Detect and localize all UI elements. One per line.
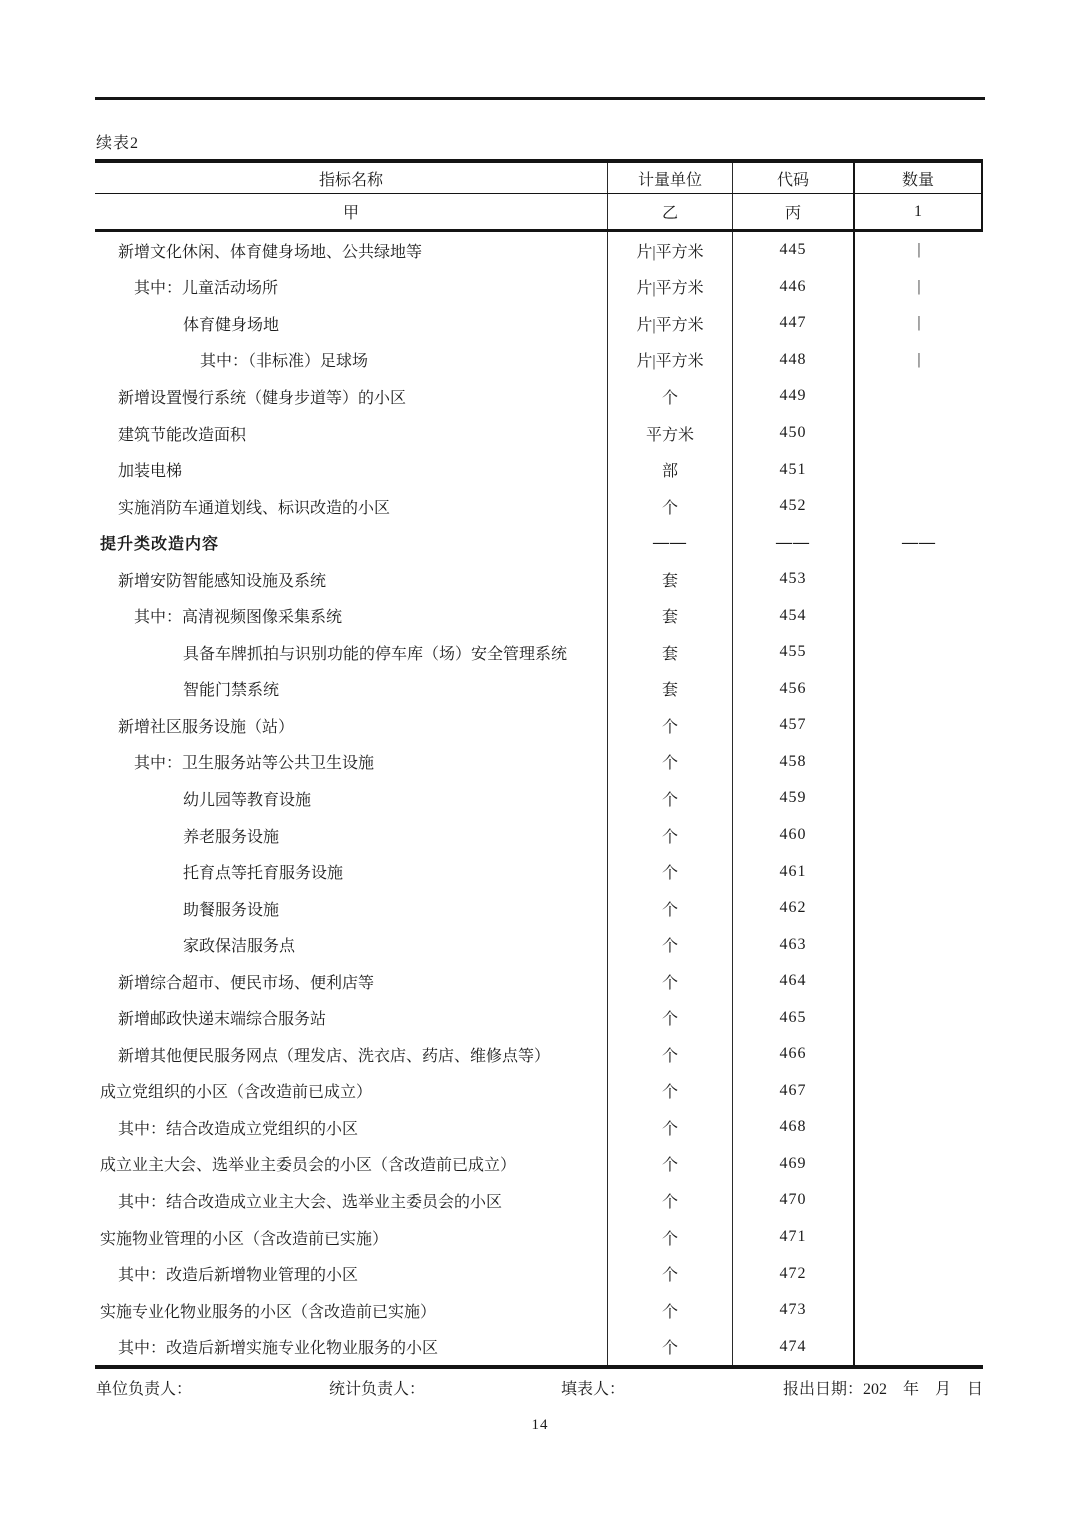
table-row xyxy=(95,926,983,963)
indicator-name-cell: 实施物业管理的小区（含改造前已实施） xyxy=(100,1230,389,1248)
code-cell xyxy=(732,378,853,415)
report-table xyxy=(95,159,983,1369)
unit-cell: 套 xyxy=(607,561,732,598)
indicator-name-cell: 新增设置慢行系统（健身步道等）的小区 xyxy=(118,389,407,407)
quantity-cell xyxy=(853,1146,983,1183)
code-cell xyxy=(732,817,853,854)
code-cell xyxy=(732,1292,853,1329)
quantity-cell xyxy=(853,890,983,927)
table-row xyxy=(95,890,983,927)
indicator-name-cell: 体育健身场地 xyxy=(183,316,280,334)
quantity-cell xyxy=(853,707,983,744)
quantity-cell xyxy=(853,597,983,634)
unit-cell: 个 xyxy=(607,890,732,927)
quantity-cell xyxy=(853,1219,983,1256)
code-cell xyxy=(732,1255,853,1292)
code-value: 460 xyxy=(779,826,807,844)
unit-cell: 个 xyxy=(607,1036,732,1073)
code-cell xyxy=(732,999,853,1036)
unit-cell: 套 xyxy=(607,671,732,708)
quantity-cell xyxy=(853,488,983,525)
indicator-name-cell: 新增安防智能感知设施及系统 xyxy=(118,572,327,590)
indicator-name-cell: 其中：卫生服务站等公共卫生设施 xyxy=(134,755,375,773)
quantity-cell xyxy=(853,561,983,598)
unit-cell: 平方米 xyxy=(607,415,732,452)
quantity-cell xyxy=(853,999,983,1036)
code-value: 469 xyxy=(779,1154,807,1172)
code-value: 455 xyxy=(779,643,807,661)
column-key-unit: 乙 xyxy=(607,194,732,229)
code-cell xyxy=(732,561,853,598)
code-value: 454 xyxy=(779,606,807,624)
indicator-name-cell: 托育点等托育服务设施 xyxy=(183,865,344,883)
page-number: 14 xyxy=(531,1417,549,1433)
code-value: 465 xyxy=(779,1008,807,1026)
table-header xyxy=(95,159,983,232)
unit-cell: 个 xyxy=(607,1182,732,1219)
quantity-cell: | xyxy=(853,232,983,269)
code-cell xyxy=(732,926,853,963)
unit-cell: 个 xyxy=(607,853,732,890)
table-row xyxy=(95,1255,983,1292)
indicator-name-cell: 新增文化休闲、体育健身场地、公共绿地等 xyxy=(118,243,423,261)
code-cell xyxy=(732,671,853,708)
code-value: 473 xyxy=(779,1301,807,1319)
quantity-cell xyxy=(853,963,983,1000)
unit-cell: 个 xyxy=(607,1109,732,1146)
indicator-name-cell: 其中：高清视频图像采集系统 xyxy=(134,609,343,627)
table-row xyxy=(95,1219,983,1256)
table-row xyxy=(95,671,983,708)
indicator-name-cell: 具备车牌抓拍与识别功能的停车库（场）安全管理系统 xyxy=(183,645,568,663)
quantity-cell xyxy=(853,926,983,963)
indicator-name-cell: 成立党组织的小区（含改造前已成立） xyxy=(100,1084,373,1102)
quantity-cell xyxy=(853,1036,983,1073)
table-row xyxy=(95,853,983,890)
column-key-quantity: 1 xyxy=(853,194,981,229)
code-cell xyxy=(732,1073,853,1110)
column-header-row xyxy=(95,163,981,194)
quantity-cell xyxy=(853,817,983,854)
unit-cell: 个 xyxy=(607,1328,732,1365)
indicator-name-cell: 助餐服务设施 xyxy=(183,901,280,919)
quantity-cell xyxy=(853,1255,983,1292)
column-key-code: 丙 xyxy=(732,194,853,229)
table-row xyxy=(95,1036,983,1073)
indicator-name-cell: 提升类改造内容 xyxy=(100,536,220,554)
signature-footer xyxy=(0,1376,1080,1398)
code-value: 456 xyxy=(779,679,807,697)
quantity-cell: | xyxy=(853,269,983,306)
code-value: 449 xyxy=(779,387,807,405)
table-row xyxy=(95,1073,983,1110)
code-value: 448 xyxy=(779,350,807,368)
code-value: 471 xyxy=(779,1228,807,1246)
table-row xyxy=(95,269,983,306)
code-cell xyxy=(732,744,853,781)
code-cell xyxy=(732,269,853,306)
unit-cell: 个 xyxy=(607,999,732,1036)
code-cell xyxy=(732,1328,853,1365)
quantity-cell xyxy=(853,744,983,781)
code-value: 464 xyxy=(779,972,807,990)
indicator-name-cell: 其中：改造后新增物业管理的小区 xyxy=(118,1267,359,1285)
quantity-cell xyxy=(853,853,983,890)
unit-cell: 个 xyxy=(607,1073,732,1110)
indicator-name-cell: 新增其他便民服务网点（理发店、洗衣店、药店、维修点等） xyxy=(118,1047,551,1065)
code-value: 450 xyxy=(779,424,807,441)
table-row xyxy=(95,1292,983,1329)
code-cell xyxy=(732,1036,853,1073)
table-row xyxy=(95,451,983,488)
code-value: 474 xyxy=(779,1337,807,1355)
table-row xyxy=(95,1146,983,1183)
top-rule-divider xyxy=(95,97,985,100)
unit-cell: 部 xyxy=(607,451,732,488)
code-value: 446 xyxy=(779,277,807,295)
indicator-name-cell: 新增综合超市、便民市场、便利店等 xyxy=(118,974,375,992)
unit-cell: 个 xyxy=(607,707,732,744)
indicator-name-cell: 其中：改造后新增实施专业化物业服务的小区 xyxy=(118,1340,439,1358)
code-value: 451 xyxy=(779,460,807,478)
unit-cell: 个 xyxy=(607,1255,732,1292)
quantity-cell: —— xyxy=(853,524,983,561)
code-cell xyxy=(732,634,853,671)
code-value: 457 xyxy=(779,716,807,734)
unit-cell: 片|平方米 xyxy=(607,305,732,342)
column-header-indicator-name: 指标名称 xyxy=(318,171,383,189)
quantity-cell xyxy=(853,378,983,415)
unit-cell: —— xyxy=(607,524,732,561)
code-value: 472 xyxy=(779,1264,807,1282)
quantity-cell xyxy=(853,671,983,708)
table-row xyxy=(95,597,983,634)
table-row xyxy=(95,232,983,269)
code-cell xyxy=(732,963,853,1000)
table-body xyxy=(95,232,983,1369)
indicator-name-cell: 智能门禁系统 xyxy=(183,682,280,700)
unit-cell: 个 xyxy=(607,1146,732,1183)
indicator-name-cell: 幼儿园等教育设施 xyxy=(183,791,312,809)
indicator-name-cell: 成立业主大会、选举业主委员会的小区（含改造前已成立） xyxy=(100,1157,517,1175)
table-row xyxy=(95,999,983,1036)
code-cell xyxy=(732,597,853,634)
code-cell xyxy=(732,1146,853,1183)
indicator-name-cell: 家政保洁服务点 xyxy=(183,938,296,956)
indicator-name-cell: 养老服务设施 xyxy=(183,828,280,846)
column-header-unit: 计量单位 xyxy=(607,163,732,193)
code-value: 466 xyxy=(779,1045,807,1063)
unit-cell: 片|平方米 xyxy=(607,232,732,269)
code-value: 452 xyxy=(779,497,807,515)
unit-cell: 个 xyxy=(607,744,732,781)
table-continuation-label: 续表2 xyxy=(96,135,140,152)
table-row xyxy=(95,963,983,1000)
code-value: 447 xyxy=(779,314,807,332)
code-value: 453 xyxy=(779,570,807,588)
quantity-cell xyxy=(853,1073,983,1110)
code-cell xyxy=(732,488,853,525)
unit-cell: 片|平方米 xyxy=(607,342,732,379)
quantity-cell: | xyxy=(853,305,983,342)
code-cell xyxy=(732,1109,853,1146)
quantity-cell: | xyxy=(853,342,983,379)
table-row xyxy=(95,1328,983,1365)
indicator-name-cell: 新增邮政快递末端综合服务站 xyxy=(118,1011,327,1029)
quantity-cell xyxy=(853,1109,983,1146)
code-cell xyxy=(732,1219,853,1256)
code-cell xyxy=(732,415,853,452)
table-row xyxy=(95,707,983,744)
table-row xyxy=(95,524,983,561)
code-value: 461 xyxy=(779,862,807,880)
indicator-name-cell: 其中：（非标准）足球场 xyxy=(200,353,369,371)
table-row xyxy=(95,561,983,598)
table-row xyxy=(95,342,983,379)
code-value: 458 xyxy=(779,752,807,770)
table-row xyxy=(95,817,983,854)
code-value: 462 xyxy=(779,899,807,917)
unit-cell: 个 xyxy=(607,963,732,1000)
code-value: 459 xyxy=(779,789,807,807)
code-cell xyxy=(732,524,853,561)
table-row xyxy=(95,780,983,817)
code-value: 468 xyxy=(779,1118,807,1136)
unit-cell: 个 xyxy=(607,1292,732,1329)
quantity-cell xyxy=(853,634,983,671)
code-cell xyxy=(732,890,853,927)
table-row xyxy=(95,1109,983,1146)
code-value: 467 xyxy=(779,1081,807,1099)
quantity-cell xyxy=(853,1182,983,1219)
unit-cell: 个 xyxy=(607,780,732,817)
indicator-name-cell: 新增社区服务设施（站） xyxy=(118,718,295,736)
code-cell xyxy=(732,1182,853,1219)
unit-cell: 套 xyxy=(607,634,732,671)
indicator-name-cell: 其中：结合改造成立党组织的小区 xyxy=(118,1120,359,1138)
table-row xyxy=(95,415,983,452)
indicator-name-cell: 加装电梯 xyxy=(118,463,183,481)
code-cell xyxy=(732,232,853,269)
quantity-cell xyxy=(853,780,983,817)
statistics-head-label: 统计负责人： xyxy=(329,1381,426,1398)
code-cell xyxy=(732,707,853,744)
table-row xyxy=(95,634,983,671)
quantity-cell xyxy=(853,1292,983,1329)
column-key-row xyxy=(95,194,981,229)
code-cell xyxy=(732,853,853,890)
quantity-cell xyxy=(853,451,983,488)
code-cell xyxy=(732,305,853,342)
report-date-label: 报出日期：202 年 月 日 xyxy=(782,1381,983,1398)
unit-cell: 个 xyxy=(607,817,732,854)
indicator-name-cell: 其中：结合改造成立业主大会、选举业主委员会的小区 xyxy=(118,1193,503,1211)
table-row xyxy=(95,305,983,342)
table-row xyxy=(95,1182,983,1219)
code-value: 463 xyxy=(779,935,807,953)
unit-cell: 个 xyxy=(607,1219,732,1256)
indicator-name-cell: 其中：儿童活动场所 xyxy=(134,280,279,298)
column-header-code: 代码 xyxy=(732,163,853,193)
code-value: 445 xyxy=(779,241,807,259)
unit-cell: 片|平方米 xyxy=(607,269,732,306)
table-row xyxy=(95,744,983,781)
code-value: —— xyxy=(776,533,810,551)
column-key-indicator-name: 甲 xyxy=(342,205,359,222)
unit-cell: 个 xyxy=(607,926,732,963)
unit-cell: 套 xyxy=(607,597,732,634)
table-row xyxy=(95,378,983,415)
code-cell xyxy=(732,780,853,817)
preparer-label: 填表人： xyxy=(561,1381,626,1398)
indicator-name-cell: 建筑节能改造面积 xyxy=(118,426,247,444)
quantity-cell xyxy=(853,1328,983,1365)
column-header-quantity: 数量 xyxy=(853,163,981,193)
code-cell xyxy=(732,342,853,379)
unit-head-label: 单位负责人： xyxy=(96,1381,193,1398)
table-row xyxy=(95,488,983,525)
indicator-name-cell: 实施消防车通道划线、标识改造的小区 xyxy=(118,499,391,517)
quantity-cell xyxy=(853,415,983,452)
code-value: 470 xyxy=(779,1191,807,1209)
unit-cell: 个 xyxy=(607,378,732,415)
indicator-name-cell: 实施专业化物业服务的小区（含改造前已实施） xyxy=(100,1303,437,1321)
code-cell xyxy=(732,451,853,488)
unit-cell: 个 xyxy=(607,488,732,525)
